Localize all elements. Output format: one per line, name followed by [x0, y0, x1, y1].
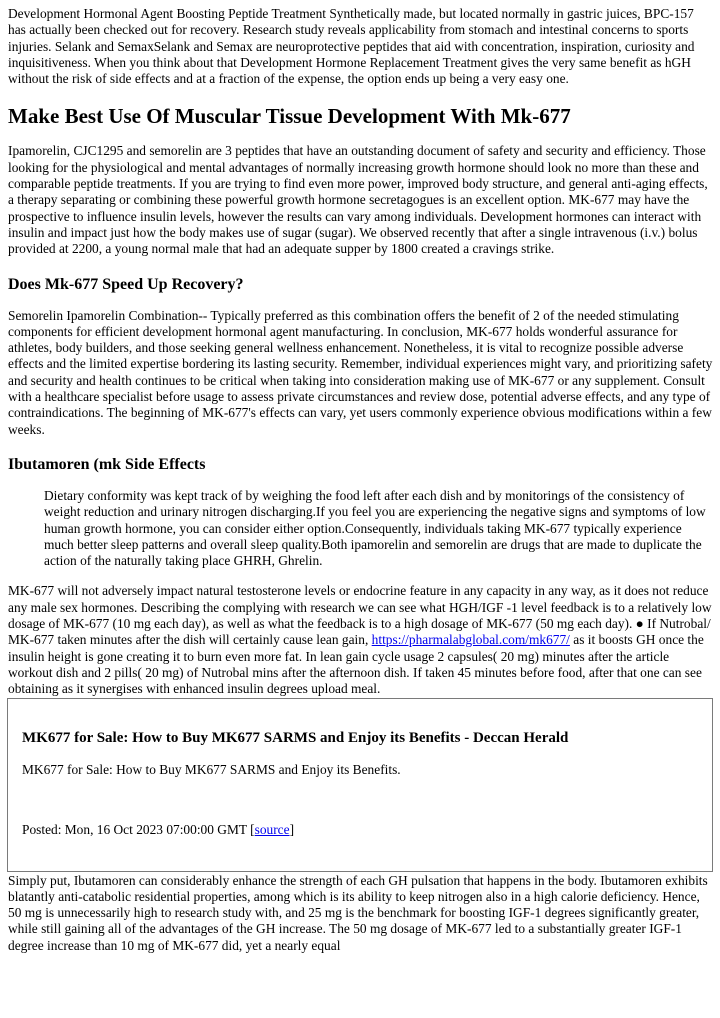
- news-card-posted: [22, 822, 698, 838]
- section-heading-recovery: Does Mk-677 Speed Up Recovery?: [8, 275, 244, 293]
- body-text-after-link: as it boosts GH once the insulin height is gone creating it to burn even more fat. In lean gain cycle usage 2 capsules( 20 mg) minutes after the article workout dish and 2 pills( 20 mg) of Nutrobal mins after the afternoon dish. If taken 45 minutes before food, after that one can see obtaining as it synergises with enhanced insulin degrees upload meal.: [8, 632, 704, 697]
- section-body-muscle: Ipamorelin, CJC1295 and semorelin are 3 peptides that have an outstanding document of safety and security and efficiency. Those looking for the physiological and mental advantages of normally increasing growth hormone should look no more than these and comparable peptide treatments. If you are trying to find even more power, improved body structure, and general anti-aging effects, a therapy separating or combining these powerful growth hormone secretagogues is an excellent option. MK-677 may have the prospective to influence insulin levels, however the results can vary among individuals. Development hormones can interact with insulin and impact just how the body makes use of sugar (sugar). We observed recently that after a single intravenous (i.v.) bolus provided at 2200, a young normal male that had an adequate supper by 1800 created a cravings strike.: [8, 143, 708, 257]
- news-card-description: MK677 for Sale: How to Buy MK677 SARMS and Enjoy its Benefits.: [22, 761, 401, 777]
- source-link[interactable]: source: [254, 821, 290, 837]
- section-heading-side-effects: Ibutamoren (mk Side Effects: [8, 455, 206, 473]
- intro-paragraph: Development Hormonal Agent Boosting Peptide Treatment Synthetically made, but located normally in gastric juices, BPC-157 has actually been checked out for recovery. Research study reveals applicability from stomach and intestinal concerns to sports injuries. Selank and SemaxSelank and Semax are neuroprotective peptides that aid with concentration, inspiration, curiosity and inquisitiveness. When you think about that Development Hormone Replacement Treatment gives the very same benefit as hGH without the risk of side effects and at a fraction of the expense, the option ends up being a very easy one.: [8, 6, 695, 87]
- section-heading-muscle: Make Best Use Of Muscular Tissue Development With Mk-677: [8, 104, 571, 129]
- posted-date: Posted: Mon, 16 Oct 2023 07:00:00 GMT [: [22, 821, 255, 837]
- posted-bracket-close: ]: [289, 821, 295, 837]
- news-card-title: MK677 for Sale: How to Buy MK677 SARMS and Enjoy its Benefits - Deccan Herald: [22, 729, 569, 746]
- section-body-side-effects: [8, 583, 713, 697]
- news-card: [7, 698, 713, 872]
- blockquote: Dietary conformity was kept track of by weighing the food left after each dish and by monitorings of the consistency of weight reduction and urinary nitrogen discharging.If you feel you are experiencing the negative signs and symptoms of low human growth hormone, you can consider either option.Consequently, individuals taking MK-677 typically experience much better sleep patterns and overall sleep quality.Both ipamorelin and semorelin are drugs that are made to duplicate the action of the naturally taking place GHRH, Ghrelin.: [44, 487, 706, 569]
- body-text-before-link: MK-677 will not adversely impact natural testosterone levels or endocrine feature in any capacity in any way, as it does not reduce any male sex hormones. Describing the complying with research we can see what HGH/IGF -1 level feedback is to a relatively low dosage of MK-677 (10 mg each day), as well as what the feedback is to a high dosage of MK-677 (50 mg each day). ● If Nutrobal/ MK-677 taken minutes after the dish will certainly cause lean gain,: [8, 583, 712, 648]
- closing-paragraph: Simply put, Ibutamoren can considerably enhance the strength of each GH pulsation that happens in the body. Ibutamoren exhibits blatantly anti-catabolic residential properties, among which is its ability to keep nitrogen also in a high calorie deficiency. Hence, 50 mg is unnecessarily high to research study with, and 25 mg is the benchmark for boosting IGF-1 degrees significantly greater, while still gaining all of the advantages of the GH increase. The 50 mg dosage of MK-677 led to a substantially greater IGF-1 degree increase than 10 mg of MK-677 did, yet a nearly equal: [8, 872, 708, 953]
- pharmalab-link[interactable]: https://pharmalabglobal.com/mk677/: [371, 632, 570, 648]
- section-body-recovery: Semorelin Ipamorelin Combination-- Typically preferred as this combination offers the benefit of 2 of the needed stimulating components for efficient development hormonal agent manufacturing. In conclusion, MK-677 holds wonderful assurance for athletes, body builders, and those seeking general wellness enhancement. Nonetheless, it is vital to recognize possible adverse effects and the limited expertise bordering its lasting security. Remember, individual experiences might vary, and prioritizing safety and security and health continues to be critical when taking into consideration making use of MK-677 or any supplement. Consult with a healthcare specialist before usage to assess private circumstances and review dose, potential adverse effects, and any type of contraindications. The beginning of MK-677's effects can vary, yet users commonly experience obvious modifications within a few weeks.: [8, 307, 713, 437]
